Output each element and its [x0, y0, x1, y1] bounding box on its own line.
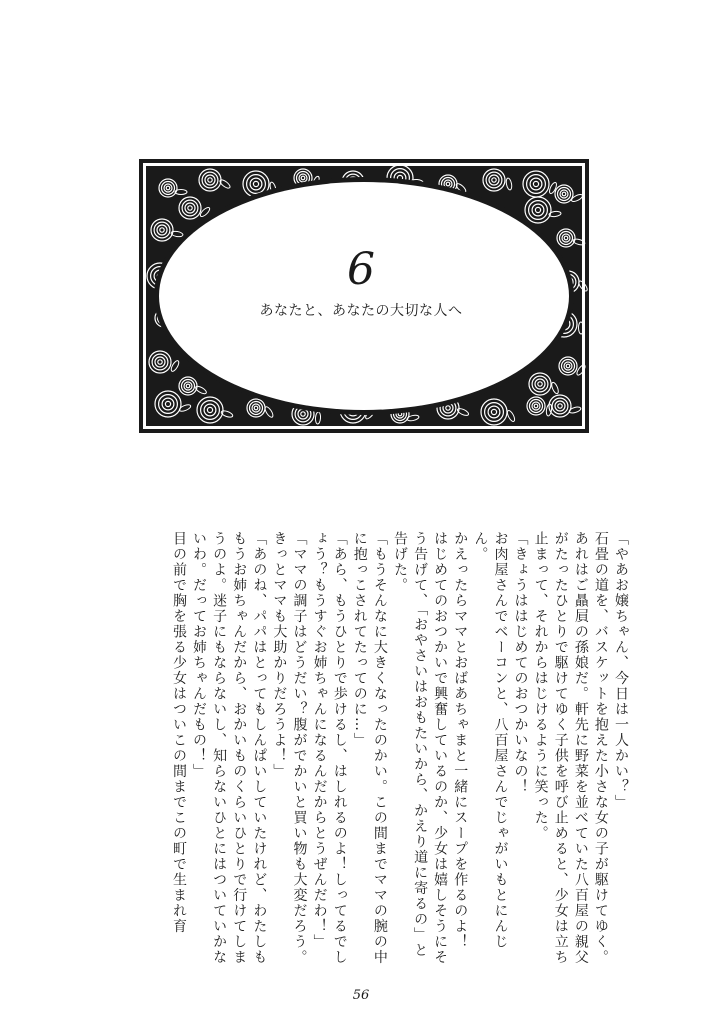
page-number: 56 [352, 988, 370, 1003]
text-line: 石畳の道を、バスケットを抱えた小さな女の子が駆けてゆく。 [592, 531, 609, 965]
text-line: 「あのね、パパはとってもしんぱいしていたけれど、わたしも [251, 531, 268, 965]
text-line: 止まって、それからはじけるように笑った。 [532, 531, 549, 841]
text-line: がたったひとりで駆けてゆく子供を呼び止めると、少女は立ち [552, 531, 569, 965]
text-line: 「ママの調子はどうだい？腹がでかいと買い物も大変だろう。 [291, 531, 308, 965]
text-line: 「やあお嬢ちゃん、今日は一人かい？」 [613, 531, 629, 810]
text-line: はじめてのおつかいで興奮しているのか、少女は嬉しそうにそ [432, 531, 449, 965]
text-line: 「きょうははじめてのおつかいなの！ [512, 531, 529, 795]
text-line: う告げて、「おやさいはおもたいから、かえり道に寄るの」と [412, 531, 429, 958]
text-line: に抱っこされてたってのに…」 [351, 531, 368, 748]
text-line: きっとママも大助かりだろうよ！」 [271, 531, 288, 779]
text-line: お肉屋さんでベーコンと、八百屋さんでじゃがいもとにんじん。 [472, 531, 509, 950]
chapter-number: 6 [347, 244, 375, 295]
rose-ornamental-frame [138, 158, 590, 434]
chapter-title: あなたと、あなたの大切な人へ [259, 303, 463, 319]
text-line: いわ。だってお姉ちゃんだもの！」 [191, 531, 208, 779]
text-line: もうお姉ちゃんだから、おかいものくらいひとりで行けてしま [231, 531, 248, 965]
text-line: 告げた。 [391, 531, 408, 593]
text-line: ょう？もうすぐお姉ちゃんになるんだからとうぜんだわ！」 [311, 531, 328, 950]
body-text [86, 531, 631, 971]
text-line: 目の前で胸を張る少女はついこの間までこの町で生まれ育 [170, 531, 187, 934]
text-line: かえったらママとおばあちゃまと一緒にスープを作るのよ！ [452, 531, 469, 950]
text-line: うのよ。迷子にもならないし、知らないひとにはついていかな [211, 531, 228, 965]
text-line: 「もうそんなに大きくなったのかい。この間までママの腕の中 [371, 531, 388, 965]
text-line: 「あら、もうひとりで歩けるし、はしれるのよ！しってるでし [331, 531, 348, 965]
text-line: あれはご贔屓の孫娘だ。軒先に野菜を並べていた八百屋の親父 [572, 531, 589, 965]
